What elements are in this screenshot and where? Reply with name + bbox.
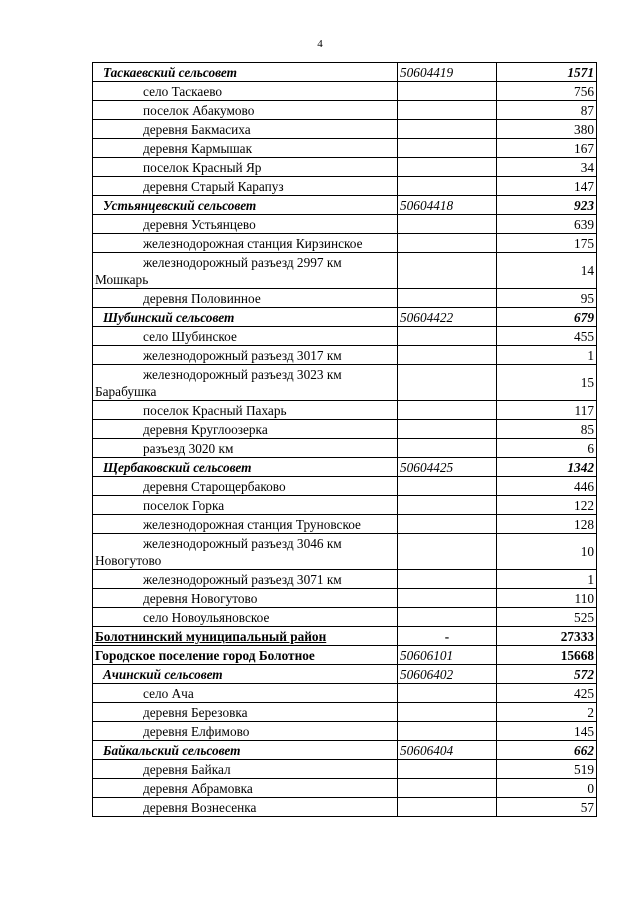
settlement-name: железнодорожный разъезд 3017 км xyxy=(143,347,342,363)
settlement-name: деревня Кармышак xyxy=(143,140,253,156)
oktmo-code-cell xyxy=(398,101,497,120)
settlement-name: Болотнинский муниципальный район xyxy=(95,628,327,644)
table-row-sub xyxy=(93,458,597,477)
settlement-name: поселок Горка xyxy=(143,497,225,513)
population-value-cell: 525 xyxy=(497,608,597,627)
oktmo-code-cell xyxy=(398,234,497,253)
settlement-name: Байкальский сельсовет xyxy=(103,742,241,758)
table-row-sub xyxy=(93,63,597,82)
settlement-name: деревня Байкал xyxy=(143,761,231,777)
population-value-cell: 117 xyxy=(497,401,597,420)
settlement-name-cell xyxy=(93,627,398,646)
population-value-cell: 2 xyxy=(497,703,597,722)
settlement-name-cell xyxy=(93,253,398,289)
oktmo-code-cell xyxy=(398,608,497,627)
settlement-name: железнодорожный разъезд 2997 км xyxy=(143,254,342,270)
oktmo-code-cell: 50606402 xyxy=(398,665,497,684)
table-row-loc xyxy=(93,477,597,496)
settlement-name-cell xyxy=(93,234,398,253)
settlement-name: железнодорожная станция Труновское xyxy=(143,516,361,532)
population-value-cell: 27333 xyxy=(497,627,597,646)
settlement-name-cell xyxy=(93,760,398,779)
settlement-name: деревня Абрамовка xyxy=(143,780,253,796)
settlement-name-continued: Мошкарь xyxy=(95,271,149,287)
table-row-sub xyxy=(93,665,597,684)
settlement-name: деревня Половинное xyxy=(143,290,261,306)
population-value-cell: 95 xyxy=(497,289,597,308)
settlement-name: село Новоульяновское xyxy=(143,609,270,625)
population-value-cell: 110 xyxy=(497,589,597,608)
population-value-cell: 147 xyxy=(497,177,597,196)
table-row-loc xyxy=(93,234,597,253)
settlement-name-cell xyxy=(93,534,398,570)
table-row-loc xyxy=(93,158,597,177)
oktmo-code-cell xyxy=(398,703,497,722)
population-value-cell: 455 xyxy=(497,327,597,346)
population-value-cell: 662 xyxy=(497,741,597,760)
settlement-name-cell xyxy=(93,779,398,798)
settlement-name-cell xyxy=(93,139,398,158)
settlement-name-cell xyxy=(93,496,398,515)
population-value-cell: 756 xyxy=(497,82,597,101)
table-row-loc xyxy=(93,515,597,534)
settlement-name: поселок Красный Пахарь xyxy=(143,402,287,418)
oktmo-code-cell xyxy=(398,215,497,234)
settlement-name: разъезд 3020 км xyxy=(143,440,234,456)
table-row-loc xyxy=(93,439,597,458)
oktmo-code-cell xyxy=(398,760,497,779)
population-value-cell: 87 xyxy=(497,101,597,120)
settlement-name-cell xyxy=(93,722,398,741)
settlement-name-cell xyxy=(93,120,398,139)
settlement-name-cell xyxy=(93,684,398,703)
settlement-name-cell xyxy=(93,401,398,420)
oktmo-code-cell: 50604418 xyxy=(398,196,497,215)
settlement-name: Шубинский сельсовет xyxy=(103,309,235,325)
oktmo-code-cell xyxy=(398,139,497,158)
population-value-cell: 122 xyxy=(497,496,597,515)
population-value-cell: 145 xyxy=(497,722,597,741)
table-row-loc xyxy=(93,496,597,515)
oktmo-code-cell xyxy=(398,534,497,570)
table-row-loc xyxy=(93,608,597,627)
population-value-cell: 639 xyxy=(497,215,597,234)
population-value-cell: 1571 xyxy=(497,63,597,82)
settlement-name-cell xyxy=(93,420,398,439)
oktmo-code-cell xyxy=(398,570,497,589)
settlement-name-cell xyxy=(93,177,398,196)
population-value-cell: 519 xyxy=(497,760,597,779)
settlement-name-continued: Новогутово xyxy=(95,552,162,568)
settlement-name: село Ача xyxy=(143,685,194,701)
oktmo-code-cell xyxy=(398,82,497,101)
table-row-loc xyxy=(93,289,597,308)
table-row-sub xyxy=(93,741,597,760)
table-row-loc xyxy=(93,703,597,722)
oktmo-code-cell xyxy=(398,346,497,365)
population-value-cell: 1 xyxy=(497,570,597,589)
table-row-district xyxy=(93,627,597,646)
oktmo-code-cell xyxy=(398,722,497,741)
oktmo-code-cell xyxy=(398,439,497,458)
settlement-name: поселок Красный Яр xyxy=(143,159,262,175)
population-value-cell: 15668 xyxy=(497,646,597,665)
settlement-name-cell xyxy=(93,439,398,458)
table-row-loc xyxy=(93,253,597,289)
settlement-name: деревня Устьянцево xyxy=(143,216,256,232)
settlement-name: деревня Бакмасиха xyxy=(143,121,251,137)
oktmo-code-cell xyxy=(398,420,497,439)
settlement-name-cell xyxy=(93,289,398,308)
table-row-urban xyxy=(93,646,597,665)
table-row-sub xyxy=(93,308,597,327)
population-value-cell: 10 xyxy=(497,534,597,570)
table-row-loc xyxy=(93,215,597,234)
population-value-cell: 85 xyxy=(497,420,597,439)
settlement-name: деревня Березовка xyxy=(143,704,248,720)
table-row-loc xyxy=(93,365,597,401)
table-row-loc xyxy=(93,420,597,439)
oktmo-code-cell xyxy=(398,365,497,401)
settlement-name: Городское поселение город Болотное xyxy=(95,647,315,663)
oktmo-code-cell xyxy=(398,158,497,177)
oktmo-code-cell xyxy=(398,496,497,515)
oktmo-code-cell xyxy=(398,177,497,196)
oktmo-code-cell: 50604425 xyxy=(398,458,497,477)
settlement-name-cell xyxy=(93,327,398,346)
table-body xyxy=(93,63,597,817)
population-value-cell: 572 xyxy=(497,665,597,684)
population-value-cell: 57 xyxy=(497,798,597,817)
table-row-loc xyxy=(93,722,597,741)
oktmo-code-cell xyxy=(398,401,497,420)
settlement-name-cell xyxy=(93,365,398,401)
table-row-sub xyxy=(93,196,597,215)
settlement-name-cell xyxy=(93,308,398,327)
population-value-cell: 6 xyxy=(497,439,597,458)
oktmo-code-cell xyxy=(398,684,497,703)
settlement-name-cell xyxy=(93,158,398,177)
table-row-loc xyxy=(93,401,597,420)
settlement-name-cell xyxy=(93,515,398,534)
population-value-cell: 167 xyxy=(497,139,597,158)
table-row-loc xyxy=(93,327,597,346)
oktmo-code-cell: - xyxy=(398,627,497,646)
table-row-loc xyxy=(93,139,597,158)
oktmo-code-cell xyxy=(398,589,497,608)
table-row-loc xyxy=(93,589,597,608)
population-value-cell: 1 xyxy=(497,346,597,365)
settlement-name-cell xyxy=(93,741,398,760)
population-value-cell: 679 xyxy=(497,308,597,327)
settlement-name-continued: Барабушка xyxy=(95,383,157,399)
settlement-name-cell xyxy=(93,101,398,120)
population-value-cell: 1342 xyxy=(497,458,597,477)
table-row-loc xyxy=(93,120,597,139)
settlement-name-cell xyxy=(93,477,398,496)
oktmo-code-cell xyxy=(398,779,497,798)
settlement-name-cell xyxy=(93,570,398,589)
settlement-name: деревня Новогутово xyxy=(143,590,258,606)
table-row-loc xyxy=(93,570,597,589)
settlement-name: деревня Елфимово xyxy=(143,723,250,739)
settlement-name: Ачинский сельсовет xyxy=(103,666,223,682)
oktmo-code-cell: 50606101 xyxy=(398,646,497,665)
population-value-cell: 34 xyxy=(497,158,597,177)
settlement-name: Таскаевский сельсовет xyxy=(103,64,237,80)
settlement-name-cell xyxy=(93,63,398,82)
table-row-loc xyxy=(93,779,597,798)
settlement-name-cell xyxy=(93,608,398,627)
population-value-cell: 425 xyxy=(497,684,597,703)
oktmo-code-cell xyxy=(398,289,497,308)
population-value-cell: 446 xyxy=(497,477,597,496)
oktmo-code-cell xyxy=(398,327,497,346)
oktmo-code-cell: 50604419 xyxy=(398,63,497,82)
settlement-name: село Таскаево xyxy=(143,83,223,99)
settlement-name: железнодорожный разъезд 3023 км xyxy=(143,366,342,382)
table-row-loc xyxy=(93,177,597,196)
table-row-loc xyxy=(93,684,597,703)
settlement-name: железнодорожная станция Кирзинское xyxy=(143,235,363,251)
oktmo-code-cell xyxy=(398,798,497,817)
settlement-name: деревня Круглоозерка xyxy=(143,421,268,437)
oktmo-code-cell xyxy=(398,515,497,534)
oktmo-code-cell: 50606404 xyxy=(398,741,497,760)
population-value-cell: 0 xyxy=(497,779,597,798)
settlement-name-cell xyxy=(93,458,398,477)
settlement-name-cell xyxy=(93,215,398,234)
table-row-loc xyxy=(93,798,597,817)
settlement-name: деревня Вознесенка xyxy=(143,799,257,815)
population-value-cell: 128 xyxy=(497,515,597,534)
oktmo-code-cell: 50604422 xyxy=(398,308,497,327)
oktmo-code-cell xyxy=(398,253,497,289)
population-value-cell: 380 xyxy=(497,120,597,139)
settlement-name-cell xyxy=(93,703,398,722)
settlement-name-cell xyxy=(93,196,398,215)
settlement-name-cell xyxy=(93,646,398,665)
settlement-name: Щербаковский сельсовет xyxy=(103,459,252,475)
settlement-name-cell xyxy=(93,589,398,608)
settlement-name: железнодорожный разъезд 3046 км xyxy=(143,535,342,551)
table-row-loc xyxy=(93,346,597,365)
settlement-name-cell xyxy=(93,798,398,817)
settlement-name: железнодорожный разъезд 3071 км xyxy=(143,571,342,587)
settlement-name: деревня Старощербаково xyxy=(143,478,286,494)
table-row-loc xyxy=(93,101,597,120)
oktmo-code-cell xyxy=(398,120,497,139)
population-value-cell: 15 xyxy=(497,365,597,401)
settlement-name: поселок Абакумово xyxy=(143,102,255,118)
oktmo-code-cell xyxy=(398,477,497,496)
population-value-cell: 175 xyxy=(497,234,597,253)
settlement-name-cell xyxy=(93,346,398,365)
settlement-name: деревня Старый Карапуз xyxy=(143,178,284,194)
table-row-loc xyxy=(93,82,597,101)
population-table xyxy=(92,62,597,817)
settlement-name-cell xyxy=(93,665,398,684)
table-row-loc xyxy=(93,760,597,779)
table-row-loc xyxy=(93,534,597,570)
page-number: 4 xyxy=(317,38,323,50)
population-value-cell: 14 xyxy=(497,253,597,289)
population-value-cell: 923 xyxy=(497,196,597,215)
settlement-name: Устьянцевский сельсовет xyxy=(103,197,257,213)
settlement-name-cell xyxy=(93,82,398,101)
settlement-name: село Шубинское xyxy=(143,328,237,344)
